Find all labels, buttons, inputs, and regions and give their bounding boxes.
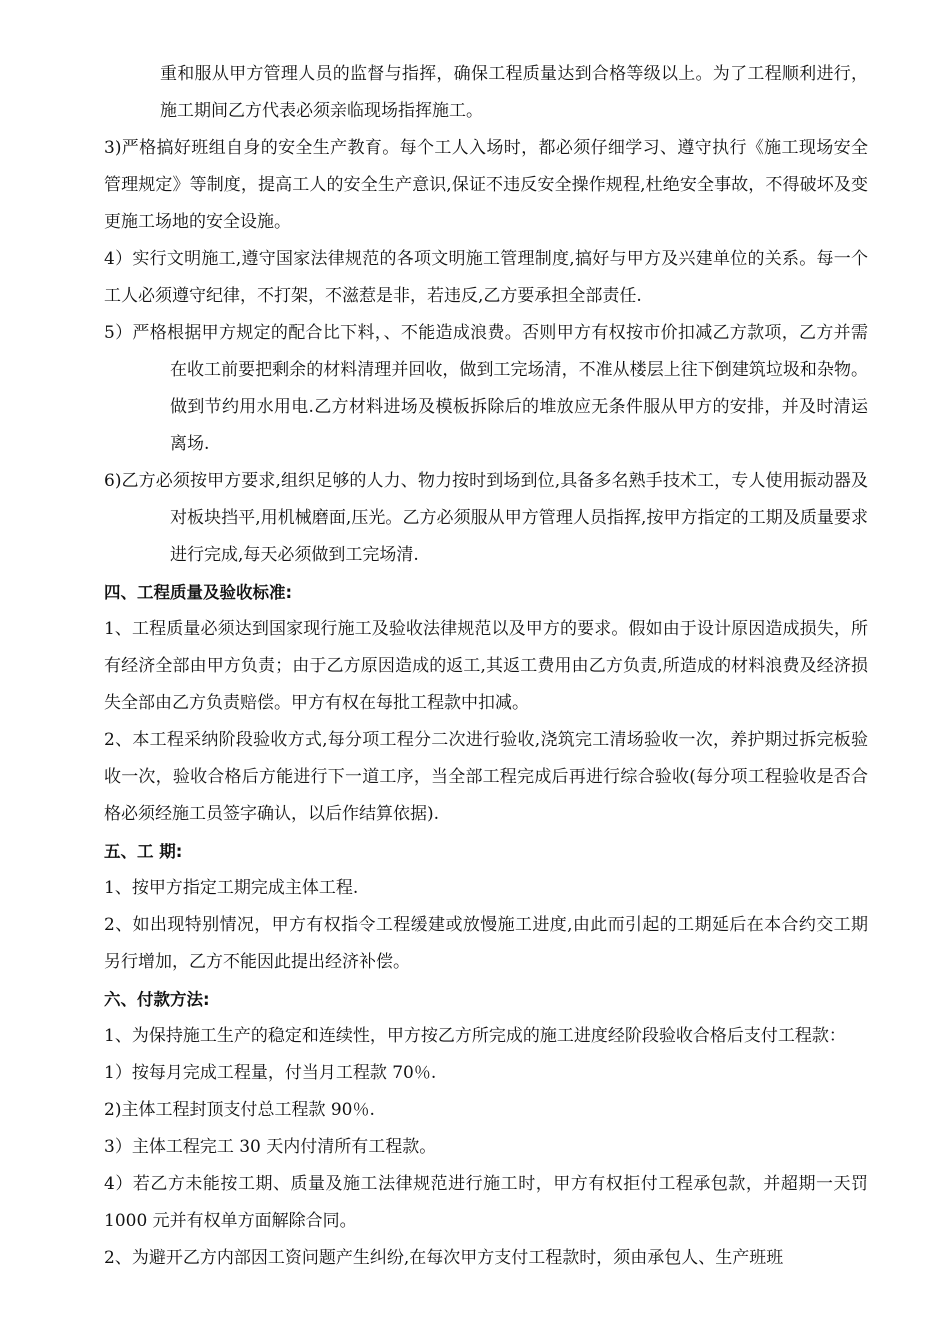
- paragraph-payment-completion: 3）主体工程完工 30 天内付清所有工程款。: [104, 1137, 437, 1157]
- document-body: [104, 56, 868, 1277]
- paragraph-wage-disputes: 2、为避开乙方内部因工资问题产生纠纷,在每次甲方支付工程款时，须由承包人、生产班班: [104, 1248, 784, 1268]
- section-heading-payment: 六、付款方法:: [104, 990, 210, 1009]
- paragraph-material-mix: 5）严格根据甲方规定的配合比下料，、不能造成浪费。否则甲方有权按市价扣减乙方款项，乙方并需在收工前要把剩余的材料清理并回收，做到工完场清，不准从楼层上往下倒建筑垃圾和杂物。做到节约用水用电.乙方材料进场及模板拆除后的堆放应无条件服从甲方的安排，并及时清运离场.: [104, 323, 868, 454]
- paragraph-payment-penalty: 4）若乙方未能按工期、质量及施工法律规范进行施工时，甲方有权拒付工程承包款，并超期一天罚 1000 元并有权单方面解除合同。: [104, 1174, 868, 1231]
- paragraph-schedule-special: 2、如出现特别情况，甲方有权指令工程缓建或放慢施工进度,由此而引起的工期延后在本合约交工期另行增加，乙方不能因此提出经济补偿。: [104, 915, 868, 972]
- paragraph-payment-topping: 2)主体工程封顶支付总工程款 90％.: [104, 1100, 375, 1120]
- section-heading-schedule: 五、工 期:: [104, 842, 183, 861]
- paragraph-payment-monthly: 1）按每月完成工程量，付当月工程款 70％.: [104, 1063, 437, 1083]
- paragraph-quality-standard: 1、工程质量必须达到国家现行施工及验收法律规范以及甲方的要求。假如由于设计原因造成损失，所有经济全部由甲方负责；由于乙方原因造成的返工,其返工费用由乙方负责,所造成的材料浪费及经济损失全部由乙方负责赔偿。甲方有权在每批工程款中扣减。: [104, 619, 868, 713]
- paragraph-safety-education: 3)严格搞好班组自身的安全生产教育。每个工人入场时，都必须仔细学习、遵守执行《施工现场安全管理规定》等制度，提高工人的安全生产意识,保证不违反安全操作规程,杜绝安全事故，不得破坏及变更施工场地的安全设施。: [104, 138, 868, 232]
- section-heading-quality: 四、工程质量及验收标准:: [104, 583, 293, 602]
- paragraph-schedule-main: 1、按甲方指定工期完成主体工程.: [104, 878, 359, 898]
- paragraph-manpower-requirements: 6)乙方必须按甲方要求,组织足够的人力、物力按时到场到位,具备多名熟手技术工，专人使用振动器及对板块挡平,用机械磨面,压光。乙方必须服从甲方管理人员指挥,按甲方指定的工期及质量要求进行完成,每天必须做到工完场清.: [104, 471, 868, 565]
- paragraph-civilized-construction: 4）实行文明施工,遵守国家法律规范的各项文明施工管理制度,搞好与甲方及兴建单位的关系。每一个工人必须遵守纪律，不打架，不滋惹是非，若违反,乙方要承担全部责任.: [104, 249, 868, 306]
- paragraph-acceptance-method: 2、本工程采纳阶段验收方式,每分项工程分二次进行验收,浇筑完工清场验收一次，养护期过拆完板验收一次，验收合格后方能进行下一道工序，当全部工程完成后再进行综合验收(每分项工程验收是否合格必须经施工员签字确认，以后作结算依据).: [104, 730, 868, 824]
- paragraph-supervision-continued: 重和服从甲方管理人员的监督与指挥，确保工程质量达到合格等级以上。为了工程顺利进行，施工期间乙方代表必须亲临现场指挥施工。: [160, 64, 868, 121]
- paragraph-payment-intro: 1、为保持施工生产的稳定和连续性，甲方按乙方所完成的施工进度经阶段验收合格后支付工程款：: [104, 1026, 846, 1046]
